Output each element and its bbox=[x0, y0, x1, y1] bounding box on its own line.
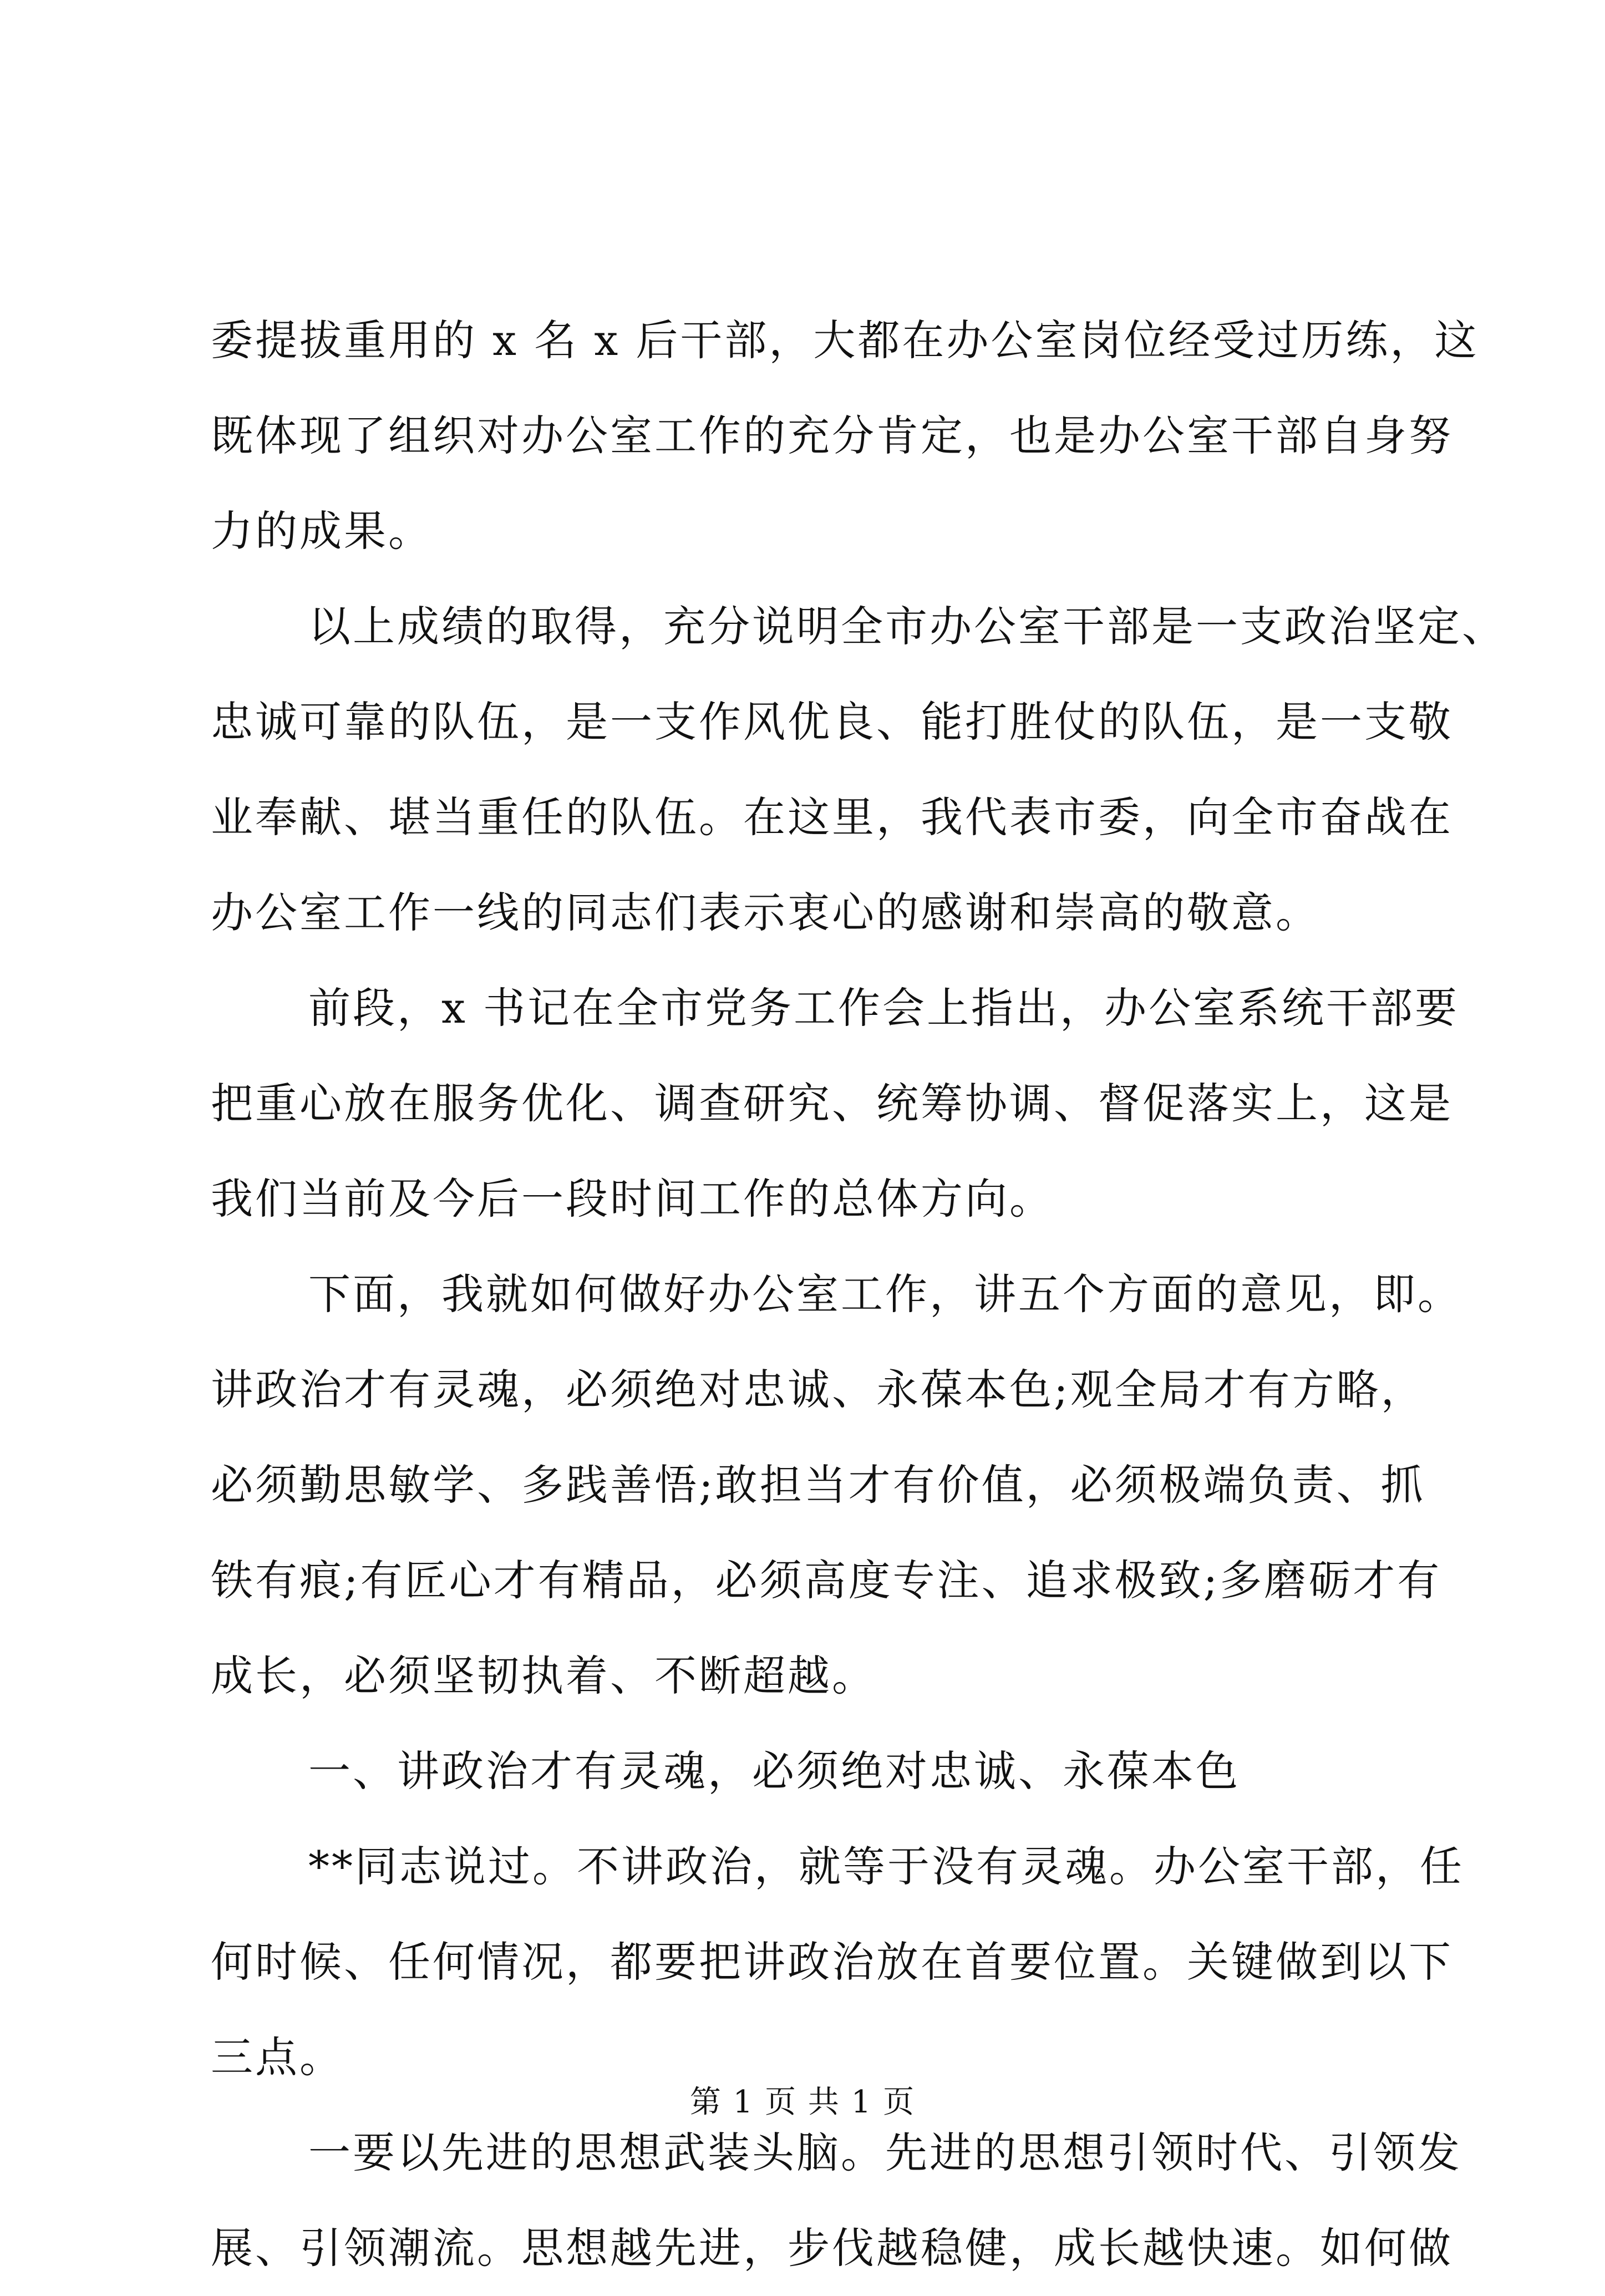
text-line: 成长，必须坚韧执着、不断超越。 bbox=[211, 1651, 876, 1700]
text-line: 既体现了组织对办公室工作的充分肯定，也是办公室干部自身努 bbox=[211, 411, 1453, 460]
text-line: 铁有痕;有匠心才有精品，必须高度专注、追求极致;多磨砺才有 bbox=[211, 1556, 1442, 1605]
text-line: 何时候、任何情况，都要把讲政治放在首要位置。关键做到以下 bbox=[211, 1937, 1453, 1987]
text-line: 必须勤思敏学、多践善悟;敢担当才有价值，必须极端负责、抓 bbox=[211, 1460, 1425, 1510]
text-line: 前段，x 书记在全市党务工作会上指出，办公室系统干部要 bbox=[308, 983, 1460, 1033]
text-line: 下面，我就如何做好办公室工作，讲五个方面的意见，即。 bbox=[308, 1269, 1462, 1319]
text-line: 三点。 bbox=[211, 2033, 344, 2082]
text-line: 一要以先进的思想武装头脑。先进的思想引领时代、引领发 bbox=[308, 2128, 1462, 2177]
text-line: 忠诚可靠的队伍，是一支作风优良、能打胜仗的队伍，是一支敬 bbox=[211, 697, 1453, 746]
text-line: 把重心放在服务优化、调查研究、统筹协调、督促落实上，这是 bbox=[211, 1079, 1453, 1128]
text-line: 以上成绩的取得，充分说明全市办公室干部是一支政治坚定、 bbox=[308, 602, 1506, 651]
text-line: 展、引领潮流。思想越先进，步伐越稳健，成长越快速。如何做 bbox=[211, 2223, 1453, 2273]
document-body bbox=[211, 293, 1506, 2296]
text-line: **同志说过。不讲政治，就等于没有灵魂。办公室干部，任 bbox=[308, 1842, 1464, 1891]
text-line: 委提拔重用的 x 名 x 后干部，大都在办公室岗位经受过历练，这 bbox=[211, 316, 1479, 365]
page-footer: 第 1 页 共 1 页 bbox=[689, 2084, 916, 2120]
text-line: 力的成果。 bbox=[211, 506, 433, 556]
text-line: 一、讲政治才有灵魂，必须绝对忠诚、永葆本色 bbox=[308, 1746, 1240, 1796]
text-line: 讲政治才有灵魂，必须绝对忠诚、永葆本色;观全局才有方略， bbox=[211, 1365, 1425, 1414]
text-line: 办公室工作一线的同志们表示衷心的感谢和崇高的敬意。 bbox=[211, 888, 1320, 937]
text-line: 业奉献、堪当重任的队伍。在这里，我代表市委，向全市奋战在 bbox=[211, 793, 1453, 842]
text-line: 我们当前及今后一段时间工作的总体方向。 bbox=[211, 1174, 1054, 1223]
